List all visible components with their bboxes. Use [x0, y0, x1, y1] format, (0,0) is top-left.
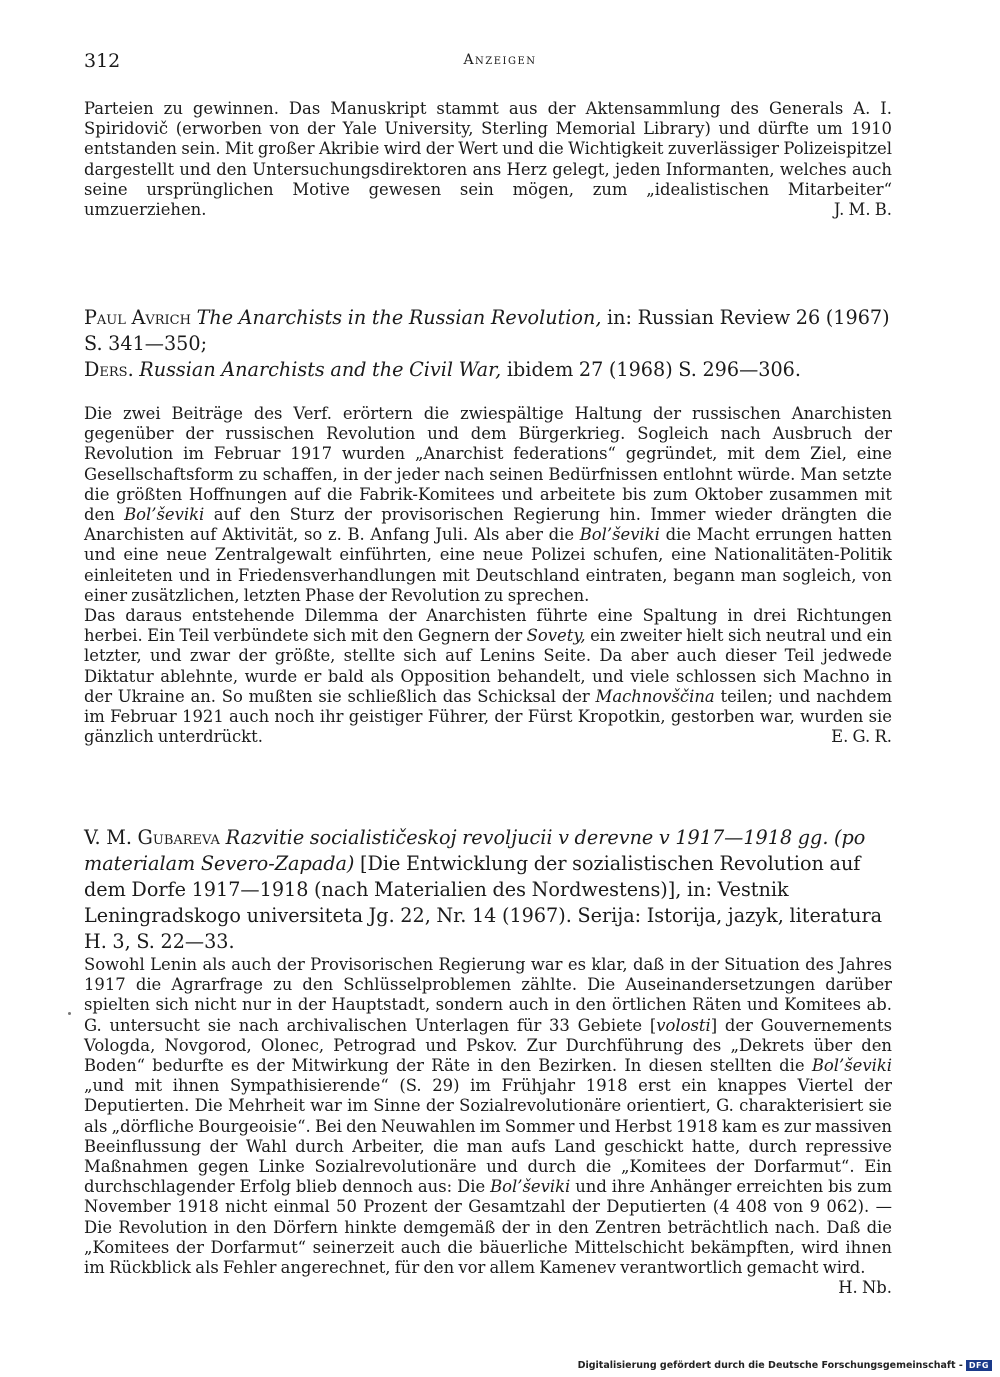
- footer-text: Digitalisierung gefördert durch die Deutsche Forschungsgemeinschaft -: [577, 1360, 963, 1371]
- review1-paragraph-2: Das daraus entstehende Dilemma der Anarchisten führte eine Spaltung in drei Richtungen herbei. Ein Teil verbündete sich mit den Gegnern der Sovety, ein zweiter hielt sich neutral und ein letzter, und zwar der größte, stellte sich auf Lenins Seite. Da aber auch dieser Teil jedwede Diktatur ablehnte, wurde er bald als Opposition behandelt, und viele schlossen sich Machno in der Ukraine an. So mußten sie schließlich das Schicksal der Machnovščina teilen; und nachdem im Februar 1921 auch noch ihr geistiger Führer, der Fürst Kropotkin, gestorben war, wurden sie gänzlich unterdrückt. E. G. R.: [84, 606, 893, 747]
- review2-body: [84, 955, 892, 1298]
- review1-title: The Anarchists in the Russian Revolution,: [196, 306, 602, 329]
- review2-title: Razvitie socialističeskoj revoljucii v derevne v 1917—1918 gg. (po materialam Severo-Zapada): [84, 826, 866, 875]
- review2-signature: H. Nb.: [838, 1278, 892, 1298]
- review1-author-2: Ders.: [84, 358, 134, 381]
- intro-text: Parteien zu gewinnen. Das Manuskript stammt aus der Aktensammlung des Generals A. I. Spiridovič (erworben von der Yale University, Sterling Memorial Library) und dürfte um 1910 entstanden sein. Mit großer Akribie wird der Wert und die Wichtigkeit zuverlässiger Polizeispitzel dargestellt und den Untersuchungsdirektoren ans Herz gelegt, jeden Informanten, welches auch seine ursprünglichen Motive gewesen sein mögen, zum „idealistischen Mitarbeiter“ umzuerziehen.: [84, 99, 892, 220]
- review1-paragraph-1: Die zwei Beiträge des Verf. erörtern die zwiespältige Haltung der russischen Anarchisten gegenüber der russischen Revolution und dem Bürgerkrieg. Sogleich nach Ausbruch der Revolution im Februar 1917 wurden „Anarchist federations“ gegründet, mit dem Ziel, eine Gesellschaftsform zu schaffen, in der jeder nach seinen Bedürfnissen entlohnt würde. Man setzte die größten Hoffnungen auf die Fabrik-Komitees und arbeitete bis zum Oktober zusammen mit den Bol’ševiki auf den Sturz der provisorischen Regierung hin. Immer wieder drängten die Anarchisten auf Aktivität, so z. B. Anfang Juli. Als aber die Bol’ševiki die Macht errungen hatten und eine neue Zentralgewalt einführten, eine neue Polizei schufen, eine Nationalitäten-Politik einleiteten und in Friedensverhandlungen mit Deutschland eintraten, begann man sogleich, von einer zusätzlichen, letzten Phase der Revolution zu sprechen.: [84, 404, 892, 605]
- intro-paragraph: [84, 99, 892, 220]
- review1-title-2: Russian Anarchists and the Civil War,: [139, 358, 502, 381]
- running-title: Anzeigen: [463, 52, 537, 68]
- review2-author: V. M. Gubareva: [84, 826, 220, 849]
- review1-citation-2: ibidem 27 (1968) S. 296—306.: [506, 358, 801, 381]
- review1-signature: E. G. R.: [831, 727, 892, 747]
- review2-heading: [84, 825, 896, 955]
- scan-speck: [68, 1012, 71, 1015]
- dfg-logo: DFG: [966, 1360, 992, 1371]
- review1-heading: [84, 305, 896, 383]
- review1-citation: in: Russian Review 26 (1967) S. 341—350;: [84, 306, 890, 355]
- digitization-footer: [578, 1360, 992, 1371]
- review1-author: Paul Avrich: [84, 306, 191, 329]
- page-number: 312: [84, 50, 121, 72]
- review2-paragraph: Sowohl Lenin als auch der Provisorischen Regierung war es klar, daß in der Situation des Jahres 1917 die Agrarfrage zu den Schlüsselproblemen zählte. Die Auseinandersetzungen darüber spielten sich nicht nur in der Hauptstadt, sondern auch in den örtlichen Räten und Komitees ab. G. untersucht sie nach archivalischen Unterlagen für 33 Gebiete [volosti] der Gouvernements Vologda, Novgorod, Olonec, Petrograd und Pskov. Zur Durchführung des „Dekrets über den Boden“ bedurfte es der Mitwirkung der Räte in den Bezirken. In diesen stellten die Bol’ševiki „und mit ihnen Sympathisierende“ (S. 29) im Frühjahr 1918 erst ein knappes Viertel der Deputierten. Die Mehrheit war im Sinne der Sozialrevolutionäre orientiert, G. charakterisiert sie als „dörfliche Bourgeoisie“. Bei den Neuwahlen im Sommer und Herbst 1918 kam es zur massiven Beeinflussung der Wahl durch Arbeiter, die man aufs Land geschickt hatte, durch repressive Maßnahmen gegen Linke Sozialrevolutionäre und durch die „Komitees der Dorfarmut“. Ein durchschlagender Erfolg blieb dennoch aus: Die Bol’ševiki und ihre Anhänger erreichten bis zum November 1918 nicht einmal 50 Prozent der Gesamtzahl der Deputierten (4 408 von 9 062). — Die Revolution in den Dörfern hinkte demgemäß der in den Zentren beträchtlich nach. Daß die „Komitees der Dorfarmut“ seinerzeit auch die bäuerliche Mittelschicht bekämpften, wird ihnen im Rückblick als Fehler angerechnet, für den vor allem Kamenev verantwortlich gemacht wird. H. Nb.: [84, 955, 892, 1298]
- review1-body: [84, 404, 892, 747]
- review2-citation: [Die Entwicklung der sozialistischen Revolution auf dem Dorfe 1917—1918 (nach Materialien des Nordwestens)], in: Vestnik Leningradskogo universiteta Jg. 22, Nr. 14 (1967). Serija: Istorija, jazyk, literatura H. 3, S. 22—33.: [84, 852, 883, 953]
- intro-signature: J. M. B.: [833, 200, 892, 220]
